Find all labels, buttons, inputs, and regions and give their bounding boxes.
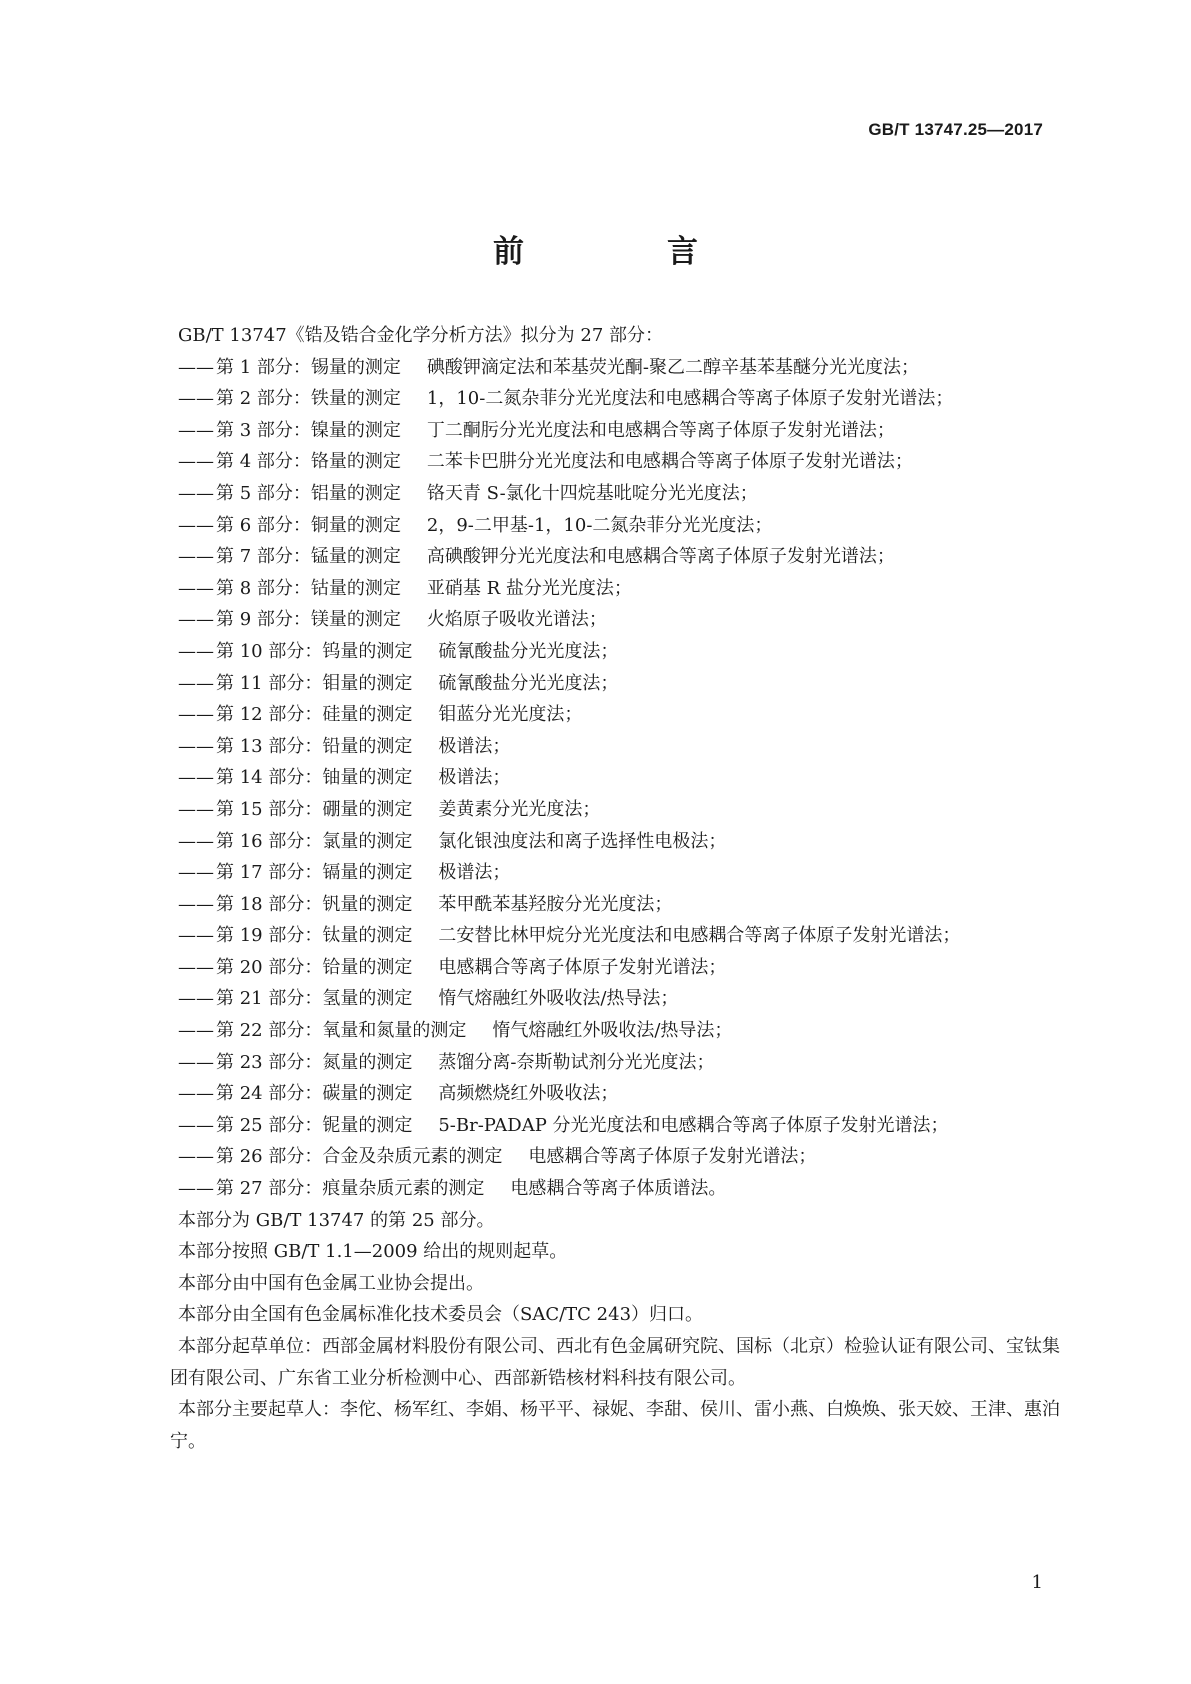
- parts-list: [170, 352, 1066, 1205]
- list-item: [170, 510, 1066, 542]
- dash: ——: [178, 798, 214, 820]
- part-name: 第 8 部分：钴量的测定: [216, 577, 401, 599]
- part-method: 极谱法；: [438, 862, 511, 884]
- part-name: 第 9 部分：镁量的测定: [216, 609, 401, 631]
- dash: ——: [178, 356, 214, 378]
- part-name: 第 15 部分：硼量的测定: [216, 798, 413, 820]
- list-item: [170, 636, 1066, 668]
- standard-code: GB/T 13747.25—2017: [868, 120, 1043, 139]
- dash: ——: [178, 735, 214, 757]
- part-name: 第 6 部分：铜量的测定: [216, 514, 401, 536]
- part-method: 碘酸钾滴定法和苯基荧光酮-聚乙二醇辛基苯基醚分光光度法；: [426, 356, 919, 378]
- list-item: [170, 952, 1066, 984]
- dash: ——: [178, 925, 214, 947]
- part-name: 第 26 部分：合金及杂质元素的测定: [216, 1146, 503, 1168]
- part-name: 第 21 部分：氢量的测定: [216, 988, 413, 1010]
- foreword-body: [170, 320, 1066, 1457]
- dash: ——: [178, 956, 214, 978]
- page-title: 前 言: [493, 234, 754, 270]
- part-name: 第 23 部分：氮量的测定: [216, 1051, 413, 1073]
- dash: ——: [178, 514, 214, 536]
- part-method: 亚硝基 R 盐分光光度法；: [426, 577, 632, 599]
- part-method: 姜黄素分光光度法；: [438, 798, 601, 820]
- list-item: [170, 415, 1066, 447]
- list-item: [170, 446, 1066, 478]
- dash: ——: [178, 419, 214, 441]
- statement-part-number: 本部分为 GB/T 13747 的第 25 部分。: [178, 1209, 495, 1231]
- drafters: 本部分主要起草人：李佗、杨军红、李娟、杨平平、禄妮、李甜、侯川、雷小燕、白焕焕、张天姣、王津、惠泊宁。: [170, 1399, 1060, 1452]
- part-method: 钼蓝分光光度法；: [438, 704, 583, 726]
- dash: ——: [178, 704, 214, 726]
- part-method: 电感耦合等离子体原子发射光谱法；: [438, 956, 727, 978]
- list-item: [170, 794, 1066, 826]
- dash: ——: [178, 451, 214, 473]
- part-method: 1，10-二氮杂菲分光光度法和电感耦合等离子体原子发射光谱法；: [426, 388, 954, 410]
- part-method: 高碘酸钾分光光度法和电感耦合等离子体原子发射光谱法；: [426, 546, 895, 568]
- part-name: 第 17 部分：镉量的测定: [216, 862, 413, 884]
- part-name: 第 7 部分：锰量的测定: [216, 546, 401, 568]
- part-name: 第 13 部分：铅量的测定: [216, 735, 413, 757]
- part-name: 第 18 部分：钒量的测定: [216, 893, 413, 915]
- statement-committee: 本部分由全国有色金属标准化技术委员会（SAC/TC 243）归口。: [178, 1304, 704, 1326]
- part-name: 第 20 部分：铪量的测定: [216, 956, 413, 978]
- part-method: 蒸馏分离-奈斯勒试剂分光光度法；: [438, 1051, 715, 1073]
- list-item: [170, 604, 1066, 636]
- part-name: 第 16 部分：氯量的测定: [216, 830, 413, 852]
- list-item: [170, 1110, 1066, 1142]
- dash: ——: [178, 672, 214, 694]
- dash: ——: [178, 830, 214, 852]
- part-method: 电感耦合等离子体原子发射光谱法；: [528, 1146, 817, 1168]
- dash: ——: [178, 577, 214, 599]
- part-name: 第 27 部分：痕量杂质元素的测定: [216, 1178, 485, 1200]
- part-method: 电感耦合等离子体质谱法。: [510, 1178, 727, 1200]
- part-method: 硫氰酸盐分光光度法；: [438, 672, 619, 694]
- part-method: 铬天青 S-氯化十四烷基吡啶分光光度法；: [426, 482, 758, 504]
- part-method: 5-Br-PADAP 分光光度法和电感耦合等离子体原子发射光谱法；: [438, 1114, 949, 1136]
- drafting-units: 本部分起草单位：西部金属材料股份有限公司、西北有色金属研究院、国标（北京）检验认证有限公司、宝钛集团有限公司、广东省工业分析检测中心、西部新锆核材料科技有限公司。: [170, 1336, 1060, 1389]
- part-name: 第 25 部分：铌量的测定: [216, 1114, 413, 1136]
- dash: ——: [178, 609, 214, 631]
- list-item: [170, 668, 1066, 700]
- list-item: [170, 1015, 1066, 1047]
- list-item: [170, 1173, 1066, 1205]
- intro-line: GB/T 13747《锆及锆合金化学分析方法》拟分为 27 部分：: [178, 325, 664, 346]
- dash: ——: [178, 388, 214, 410]
- dash: ——: [178, 1178, 214, 1200]
- part-name: 第 4 部分：铬量的测定: [216, 451, 401, 473]
- part-name: 第 2 部分：铁量的测定: [216, 388, 401, 410]
- list-item: [170, 857, 1066, 889]
- dash: ——: [178, 1146, 214, 1168]
- list-item: [170, 573, 1066, 605]
- part-method: 高频燃烧红外吸收法；: [438, 1083, 619, 1105]
- list-item: [170, 920, 1066, 952]
- list-item: [170, 762, 1066, 794]
- part-method: 惰气熔融红外吸收法/热导法；: [438, 988, 679, 1010]
- part-method: 极谱法；: [438, 767, 511, 789]
- dash: ——: [178, 862, 214, 884]
- list-item: [170, 478, 1066, 510]
- part-name: 第 11 部分：钼量的测定: [216, 672, 413, 694]
- part-method: 二苯卡巴肼分光光度法和电感耦合等离子体原子发射光谱法；: [426, 451, 913, 473]
- dash: ——: [178, 482, 214, 504]
- part-name: 第 22 部分：氧量和氮量的测定: [216, 1020, 467, 1042]
- dash: ——: [178, 1051, 214, 1073]
- dash: ——: [178, 767, 214, 789]
- list-item: [170, 1141, 1066, 1173]
- part-method: 2，9-二甲基-1，10-二氮杂菲分光光度法；: [426, 514, 773, 536]
- list-item: [170, 826, 1066, 858]
- dash: ——: [178, 1114, 214, 1136]
- part-name: 第 12 部分：硅量的测定: [216, 704, 413, 726]
- list-item: [170, 731, 1066, 763]
- list-item: [170, 1047, 1066, 1079]
- part-name: 第 24 部分：碳量的测定: [216, 1083, 413, 1105]
- list-item: [170, 699, 1066, 731]
- list-item: [170, 983, 1066, 1015]
- list-item: [170, 889, 1066, 921]
- statement-proposer: 本部分由中国有色金属工业协会提出。: [178, 1272, 484, 1294]
- dash: ——: [178, 1020, 214, 1042]
- part-method: 极谱法；: [438, 735, 511, 757]
- dash: ——: [178, 893, 214, 915]
- part-name: 第 3 部分：镍量的测定: [216, 419, 401, 441]
- dash: ——: [178, 988, 214, 1010]
- dash: ——: [178, 640, 214, 662]
- part-method: 苯甲酰苯基羟胺分光光度法；: [438, 893, 673, 915]
- part-name: 第 19 部分：钛量的测定: [216, 925, 413, 947]
- part-method: 氯化银浊度法和离子选择性电极法；: [438, 830, 727, 852]
- part-name: 第 1 部分：锡量的测定: [216, 356, 401, 378]
- list-item: [170, 383, 1066, 415]
- list-item: [170, 541, 1066, 573]
- part-method: 丁二酮肟分光光度法和电感耦合等离子体原子发射光谱法；: [426, 419, 895, 441]
- part-name: 第 14 部分：铀量的测定: [216, 767, 413, 789]
- page-number: 1: [1031, 1572, 1043, 1593]
- dash: ——: [178, 546, 214, 568]
- statement-drafting-rules: 本部分按照 GB/T 1.1—2009 给出的规则起草。: [178, 1241, 568, 1263]
- part-method: 惰气熔融红外吸收法/热导法；: [492, 1020, 733, 1042]
- part-method: 火焰原子吸收光谱法；: [426, 609, 607, 631]
- dash: ——: [178, 1083, 214, 1105]
- list-item: [170, 1078, 1066, 1110]
- list-item: [170, 352, 1066, 384]
- part-name: 第 10 部分：钨量的测定: [216, 640, 413, 662]
- part-method: 二安替比林甲烷分光光度法和电感耦合等离子体原子发射光谱法；: [438, 925, 961, 947]
- part-name: 第 5 部分：铝量的测定: [216, 482, 401, 504]
- part-method: 硫氰酸盐分光光度法；: [438, 640, 619, 662]
